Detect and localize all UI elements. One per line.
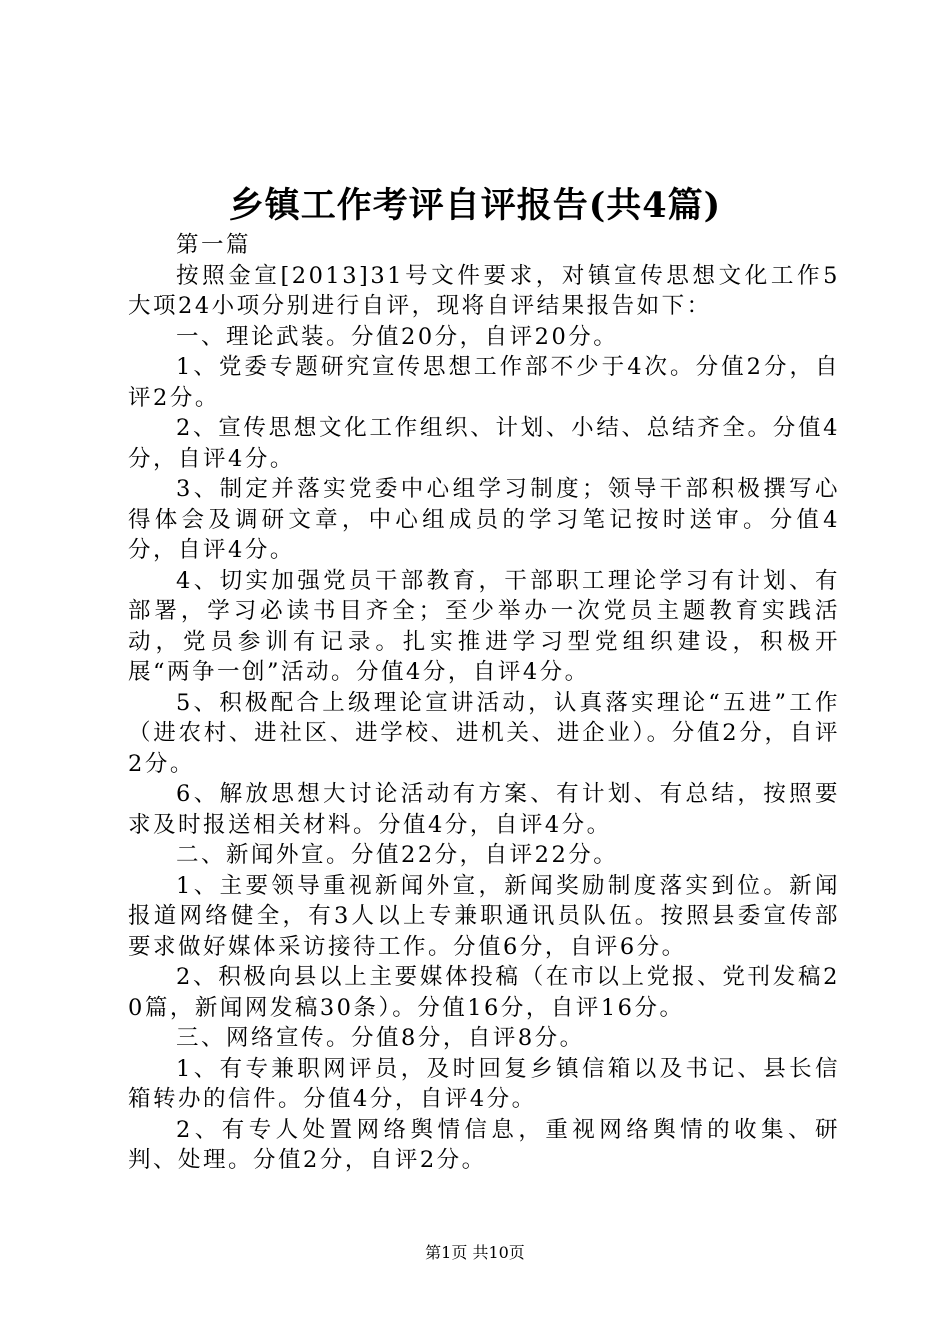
intro-paragraph: 按照金宣[2013]31号文件要求，对镇宣传思想文化工作5大项24小项分别进行自评，现将自评结果报告如下： xyxy=(128,262,840,319)
page-footer: 第1页 共10页 xyxy=(425,1243,525,1262)
list-item: 4、切实加强党员干部教育，干部职工理论学习有计划、有部署，学习必读书目齐全；至少举办一次党员主题教育实践活动，党员参训有记录。扎实推进学习型党组织建设，积极开展“两争一创”活动。分值4分，自评4分。 xyxy=(128,567,840,685)
document-title: 乡镇工作考评自评报告(共4篇) xyxy=(228,185,722,226)
section-heading: 第一篇 xyxy=(176,232,252,258)
list-item: 1、主要领导重视新闻外宣，新闻奖励制度落实到位。新闻报道网络健全，有3人以上专兼职通讯员队伍。按照县委宣传部要求做好媒体采访接待工作。分值6分，自评6分。 xyxy=(128,872,840,960)
section-heading: 三、网络宣传。分值8分，自评8分。 xyxy=(176,1025,585,1051)
document-body xyxy=(128,230,840,1176)
list-item: 1、党委专题研究宣传思想工作部不少于4次。分值2分，自评2分。 xyxy=(128,354,840,411)
list-item: 6、解放思想大讨论活动有方案、有计划、有总结，按照要求及时报送相关材料。分值4分，自评4分。 xyxy=(128,781,840,838)
list-item: 2、有专人处置网络舆情信息，重视网络舆情的收集、研判、处理。分值2分，自评2分。 xyxy=(128,1116,840,1173)
list-item: 2、宣传思想文化工作组织、计划、小结、总结齐全。分值4分，自评4分。 xyxy=(128,415,840,472)
list-item: 1、有专兼职网评员，及时回复乡镇信箱以及书记、县长信箱转办的信件。分值4分，自评4分。 xyxy=(128,1055,840,1112)
section-heading: 一、理论武装。分值20分，自评20分。 xyxy=(176,323,619,350)
list-item: 2、积极向县以上主要媒体投稿（在市以上党报、党刊发稿20篇，新闻网发稿30条）。分值16分，自评16分。 xyxy=(128,964,840,1021)
section-heading: 二、新闻外宣。分值22分，自评22分。 xyxy=(176,842,619,868)
list-item: 3、制定并落实党委中心组学习制度；领导干部积极撰写心得体会及调研文章，中心组成员的学习笔记按时送审。分值4分，自评4分。 xyxy=(128,476,840,563)
list-item: 5、积极配合上级理论宣讲活动，认真落实理论“五进”工作（进农村、进社区、进学校、进机关、进企业）。分值2分，自评2分。 xyxy=(128,689,840,777)
